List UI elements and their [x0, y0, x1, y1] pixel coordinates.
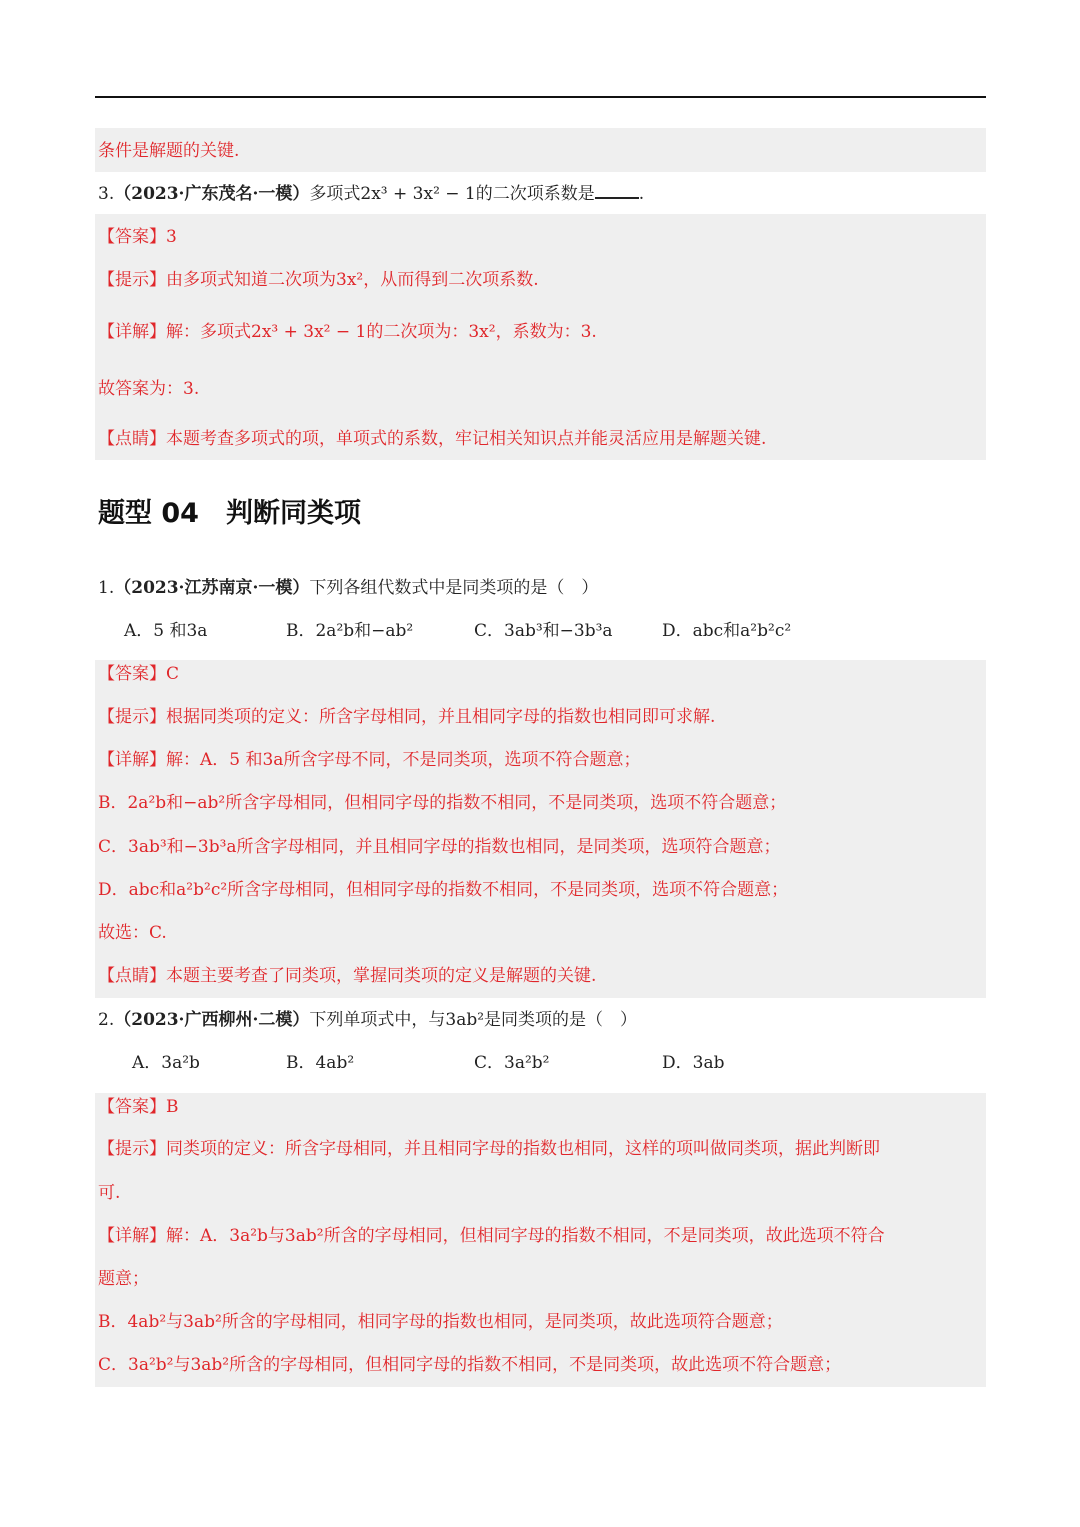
p1-conclusion: 故选：C.	[98, 923, 167, 943]
p1-option-c: C．3ab³和−3b³a	[474, 621, 613, 641]
p1-detail-line: B．2a²b和−ab²所含字母相同，但相同字母的指数不相同，不是同类项，选项不符合题意；	[98, 793, 787, 813]
p1-option-a: A．5 和3a	[124, 621, 208, 641]
q3-answer-blank	[595, 183, 639, 199]
p1-comment: 【点睛】本题主要考查了同类项，掌握同类项的定义是解题的关键.	[98, 966, 597, 986]
p2-hint-line: 可.	[98, 1183, 121, 1203]
p1-option-b: B．2a²b和−ab²	[286, 621, 414, 641]
q3-answer: 【答案】3	[98, 227, 177, 247]
p1-detail-line: D．abc和a²b²c²所含字母相同，但相同字母的指数不相同，不是同类项，选项不符合题意；	[98, 880, 789, 900]
q3-stem-end: .	[638, 184, 645, 204]
q3-number: 3.	[98, 184, 115, 204]
p2-stem: 下列单项式中，与3ab²是同类项的是（ ）	[309, 1010, 638, 1030]
p1-answer: 【答案】C	[98, 664, 180, 684]
p1-detail-line: 【详解】解：A．5 和3a所含字母不同，不是同类项，选项不符合题意；	[98, 750, 641, 770]
q3-comment: 【点睛】本题考查多项式的项，单项式的系数，牢记相关知识点并能灵活应用是解题关键.	[98, 429, 767, 449]
header-rule	[95, 96, 986, 98]
p1-hint: 【提示】根据同类项的定义：所含字母相同，并且相同字母的指数也相同即可求解.	[98, 707, 716, 727]
q3-source: （2023·广东茂名·一模）	[114, 184, 310, 204]
p2-detail-line: 题意；	[98, 1269, 149, 1289]
q3-question	[98, 182, 644, 206]
section-title: 题型 04 判断同类项	[98, 498, 361, 529]
p2-option-c: C．3a²b²	[474, 1053, 550, 1073]
p2-number: 2.	[98, 1010, 115, 1030]
q3-hint: 【提示】由多项式知道二次项为3x²，从而得到二次项系数.	[98, 270, 539, 290]
p2-hint-line: 【提示】同类项的定义：所含字母相同，并且相同字母的指数也相同，这样的项叫做同类项，据此判断即	[98, 1139, 880, 1159]
p2-detail-line: 【详解】解：A．3a²b与3ab²所含的字母相同，但相同字母的指数不相同，不是同类项，故此选项不符合	[98, 1226, 885, 1246]
p1-question	[98, 576, 598, 600]
p1-detail-line: C．3ab³和−3b³a所含字母相同，并且相同字母的指数也相同，是同类项，选项符合题意；	[98, 837, 781, 857]
p2-detail-line: B．4ab²与3ab²所含的字母相同，相同字母的指数也相同，是同类项，故此选项符合题意；	[98, 1312, 783, 1332]
p2-question	[98, 1008, 637, 1032]
p1-stem: 下列各组代数式中是同类项的是（ ）	[309, 578, 599, 598]
p2-source: （2023·广西柳州·二模）	[114, 1010, 310, 1030]
carry-over-text: 条件是解题的关键.	[98, 141, 240, 161]
p2-option-d: D．3ab	[662, 1053, 725, 1073]
q3-conclusion: 故答案为：3.	[98, 379, 200, 399]
p1-number: 1.	[98, 578, 115, 598]
p2-answer: 【答案】B	[98, 1097, 179, 1117]
p2-option-b: B．4ab²	[286, 1053, 355, 1073]
q3-detail: 【详解】解：多项式2x³ + 3x² − 1的二次项为：3x²，系数为：3.	[98, 322, 597, 342]
p2-detail-line: C．3a²b²与3ab²所含的字母相同，但相同字母的指数不相同，不是同类项，故此选项不符合题意；	[98, 1355, 842, 1375]
p1-option-d: D．abc和a²b²c²	[662, 621, 792, 641]
p1-source: （2023·江苏南京·一模）	[114, 578, 310, 598]
q3-stem: 多项式2x³ + 3x² − 1的二次项系数是	[309, 184, 595, 204]
p2-option-a: A．3a²b	[132, 1053, 200, 1073]
